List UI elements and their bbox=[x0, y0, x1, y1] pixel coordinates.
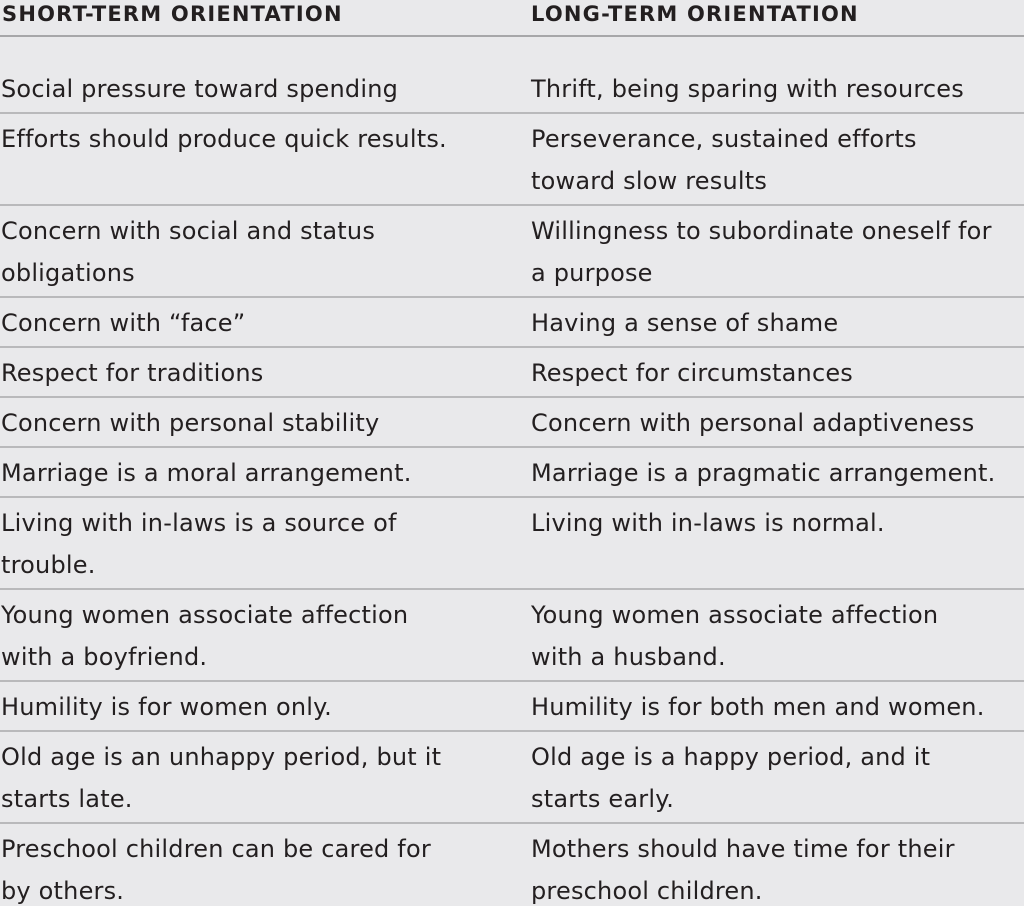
short-term-cell bbox=[1, 828, 501, 906]
cell-text-line: Efforts should produce quick results. bbox=[1, 125, 447, 153]
table-row bbox=[0, 398, 1024, 448]
cell-text-line: Respect for traditions bbox=[1, 359, 264, 387]
cell-text-line: starts early. bbox=[531, 785, 675, 813]
cell-text-line: Concern with personal stability bbox=[1, 409, 380, 437]
cell-text-line: Respect for circumstances bbox=[531, 359, 854, 387]
long-term-cell bbox=[531, 402, 1021, 444]
table-row bbox=[0, 498, 1024, 590]
header-short-term: SHORT-TERM ORIENTATION bbox=[2, 2, 343, 26]
cell-text-line: Living with in-laws is normal. bbox=[531, 509, 885, 537]
long-term-cell bbox=[531, 68, 1021, 110]
cell-text-line: Concern with “face” bbox=[1, 309, 246, 337]
cell-text-line: Old age is a happy period, and it bbox=[531, 743, 931, 771]
cell-text-line: Thrift, being sparing with resources bbox=[531, 75, 964, 103]
cell-text-line: trouble. bbox=[1, 551, 96, 579]
cell-text-line: Willingness to subordinate oneself for bbox=[531, 217, 992, 245]
cell-text-line: toward slow results bbox=[531, 167, 768, 195]
cell-text-line: obligations bbox=[1, 259, 135, 287]
long-term-cell bbox=[531, 686, 1021, 728]
long-term-cell bbox=[531, 502, 1021, 544]
header-long-term: LONG-TERM ORIENTATION bbox=[531, 2, 859, 26]
cell-text-line: Concern with social and status bbox=[1, 217, 376, 245]
cell-text-line: Mothers should have time for their bbox=[531, 835, 955, 863]
table-row bbox=[0, 64, 1024, 114]
table-body bbox=[0, 64, 1024, 906]
short-term-cell bbox=[1, 594, 501, 678]
cell-text-line: by others. bbox=[1, 877, 125, 905]
table-row bbox=[0, 114, 1024, 206]
cell-text-line: Old age is an unhappy period, but it bbox=[1, 743, 442, 771]
cell-text-line: Social pressure toward spending bbox=[1, 75, 399, 103]
cell-text-line: Concern with personal adaptiveness bbox=[531, 409, 975, 437]
long-term-cell bbox=[531, 118, 1021, 202]
table-row bbox=[0, 590, 1024, 682]
cell-text-line: Humility is for women only. bbox=[1, 693, 332, 721]
short-term-cell bbox=[1, 68, 501, 110]
short-term-cell bbox=[1, 352, 501, 394]
long-term-cell bbox=[531, 828, 1021, 906]
short-term-cell bbox=[1, 502, 501, 586]
cell-text-line: preschool children. bbox=[531, 877, 763, 905]
cell-text-line: Perseverance, sustained efforts bbox=[531, 125, 917, 153]
cell-text-line: Preschool children can be cared for bbox=[1, 835, 431, 863]
cell-text-line: Living with in-laws is a source of bbox=[1, 509, 397, 537]
long-term-cell bbox=[531, 210, 1021, 294]
long-term-cell bbox=[531, 452, 1021, 494]
cell-text-line: with a husband. bbox=[531, 643, 726, 671]
table-row bbox=[0, 448, 1024, 498]
table-row bbox=[0, 732, 1024, 824]
short-term-cell bbox=[1, 686, 501, 728]
cell-text-line: Young women associate affection bbox=[531, 601, 939, 629]
header-divider bbox=[0, 35, 1024, 37]
long-term-cell bbox=[531, 352, 1021, 394]
cell-text-line: Having a sense of shame bbox=[531, 309, 839, 337]
table-row bbox=[0, 824, 1024, 906]
cell-text-line: with a boyfriend. bbox=[1, 643, 208, 671]
long-term-cell bbox=[531, 736, 1021, 820]
table-row bbox=[0, 298, 1024, 348]
long-term-cell bbox=[531, 302, 1021, 344]
cell-text-line: Marriage is a moral arrangement. bbox=[1, 459, 412, 487]
cell-text-line: Young women associate affection bbox=[1, 601, 409, 629]
table-row bbox=[0, 348, 1024, 398]
cell-text-line: starts late. bbox=[1, 785, 133, 813]
table-row bbox=[0, 682, 1024, 732]
long-term-cell bbox=[531, 594, 1021, 678]
table-header bbox=[0, 0, 1024, 34]
short-term-cell bbox=[1, 452, 501, 494]
cell-text-line: Humility is for both men and women. bbox=[531, 693, 985, 721]
table-row bbox=[0, 206, 1024, 298]
cell-text-line: Marriage is a pragmatic arrangement. bbox=[531, 459, 996, 487]
short-term-cell bbox=[1, 736, 501, 820]
short-term-cell bbox=[1, 402, 501, 444]
short-term-cell bbox=[1, 118, 501, 160]
short-term-cell bbox=[1, 302, 501, 344]
short-term-cell bbox=[1, 210, 501, 294]
cell-text-line: a purpose bbox=[531, 259, 653, 287]
